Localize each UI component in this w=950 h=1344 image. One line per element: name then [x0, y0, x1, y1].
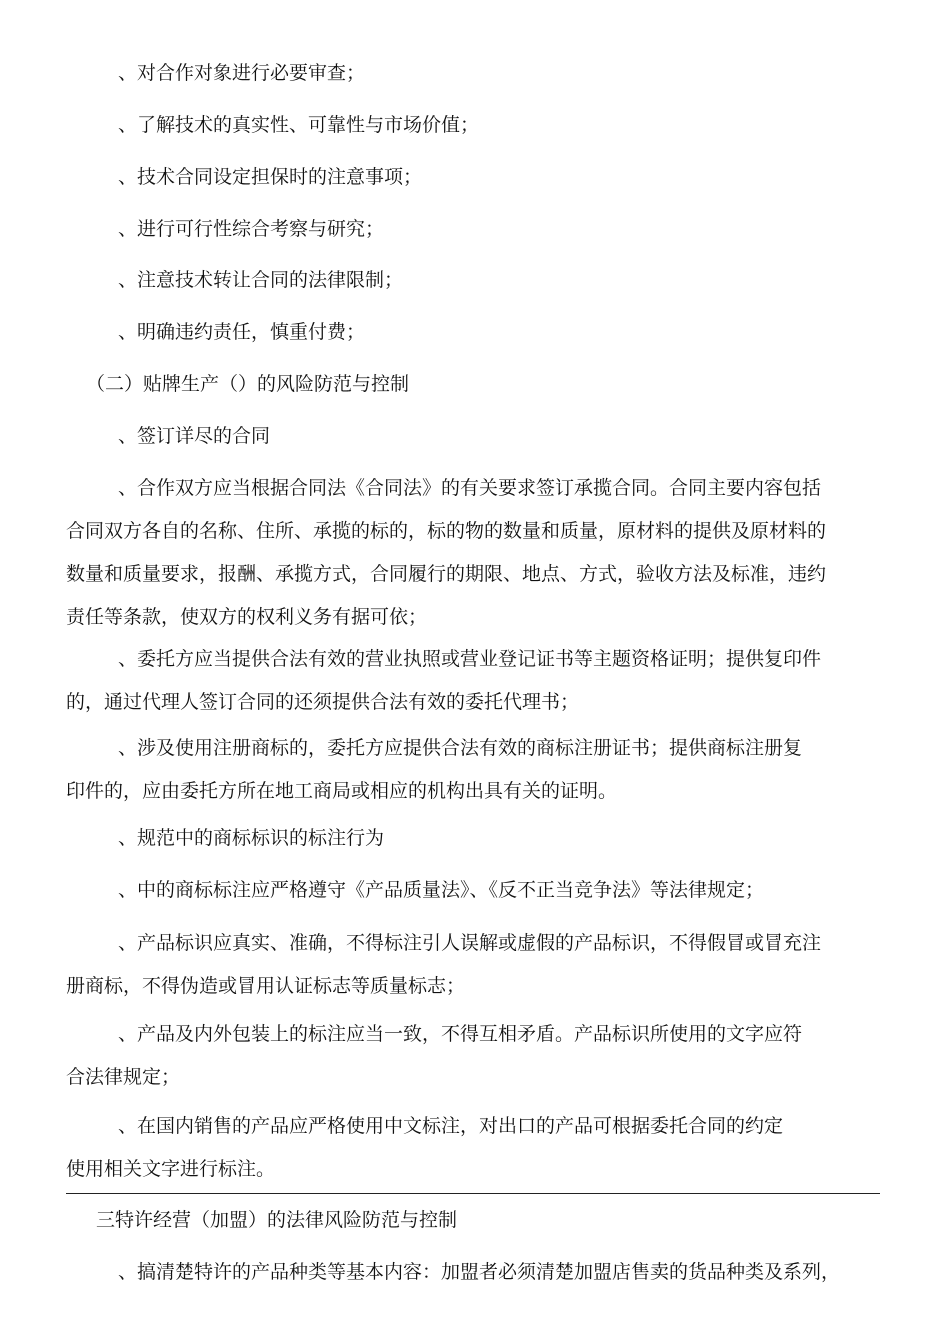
paragraph-label-accuracy [66, 922, 880, 1008]
text-line: 、对合作对象进行必要审查； [118, 62, 366, 84]
text-line: 、规范中的商标标识的标注行为 [118, 827, 385, 849]
paragraph-chinese-labeling [66, 1105, 880, 1191]
list-item-guarantee-notes [66, 156, 880, 199]
text-line: 、明确违约责任，慎重付费； [118, 321, 366, 343]
text-line: 数量和质量要求，报酬、承揽方式，合同履行的期限、地点、方式，验收方法及标准，违约 [66, 563, 827, 585]
text-line: 、注意技术转让合同的法律限制； [118, 269, 404, 291]
text-line: 、产品标识应真实、准确，不得标注引人误解或虚假的产品标识，不得假冒或冒充注 [118, 932, 822, 954]
horizontal-divider [66, 1193, 880, 1194]
text-line: 责任等条款，使双方的权利义务有据可依； [66, 606, 428, 628]
subheading-detailed-contract [66, 415, 880, 458]
text-line: 、了解技术的真实性、可靠性与市场价值； [118, 114, 480, 136]
text-line: 、产品及内外包装上的标注应当一致，不得互相矛盾。产品标识所使用的文字应符 [118, 1023, 803, 1045]
paragraph-franchise-products [66, 1251, 880, 1294]
list-item-legal-restrictions [66, 259, 880, 302]
text-line: 三特许经营（加盟）的法律风险防范与控制 [96, 1209, 458, 1231]
text-line: 册商标，不得伪造或冒用认证标志等质量标志； [66, 975, 466, 997]
text-line: 合法律规定； [66, 1066, 181, 1088]
text-line: 、搞清楚特许的产品种类等基本内容：加盟者必须清楚加盟店售卖的货品种类及系列， [118, 1261, 841, 1283]
text-line: 、委托方应当提供合法有效的营业执照或营业登记证书等主题资格证明；提供复印件 [118, 648, 822, 670]
list-item-feasibility-study [66, 208, 880, 251]
paragraph-trademark-certificate [66, 727, 880, 813]
text-line: 、涉及使用注册商标的，委托方应提供合法有效的商标注册证书；提供商标注册复 [118, 737, 803, 759]
text-line: 、进行可行性综合考察与研究； [118, 218, 385, 240]
text-line: 、技术合同设定担保时的注意事项； [118, 166, 423, 188]
text-line: 使用相关文字进行标注。 [66, 1158, 276, 1180]
list-item-technology-value [66, 104, 880, 147]
section-heading-franchise [96, 1199, 910, 1242]
list-item-review-partner [66, 52, 880, 95]
text-line: 的，通过代理人签订合同的还须提供合法有效的委托代理书； [66, 691, 580, 713]
text-line: 、签订详尽的合同 [118, 425, 271, 447]
text-line: （二）贴牌生产（）的风险防范与控制 [86, 373, 410, 395]
text-line: 印件的，应由委托方所在地工商局或相应的机构出具有关的证明。 [66, 780, 618, 802]
text-line: 、在国内销售的产品应严格使用中文标注，对出口的产品可根据委托合同的约定 [118, 1115, 784, 1137]
list-item-labeling-law [66, 869, 880, 912]
paragraph-package-consistency [66, 1013, 880, 1099]
text-line: 、中的商标标注应严格遵守《产品质量法》、《反不正当竞争法》等法律规定； [118, 879, 765, 901]
paragraph-qualification-proof [66, 638, 880, 724]
section-heading-oem [86, 363, 900, 406]
text-line: 、合作双方应当根据合同法《合同法》的有关要求签订承揽合同。合同主要内容包括 [118, 477, 822, 499]
text-line: 合同双方各自的名称、住所、承揽的标的，标的物的数量和质量，原材料的提供及原材料的 [66, 520, 827, 542]
list-item-liability-payment [66, 311, 880, 354]
subheading-trademark-labeling [66, 817, 880, 860]
paragraph-contract-content [66, 467, 880, 639]
